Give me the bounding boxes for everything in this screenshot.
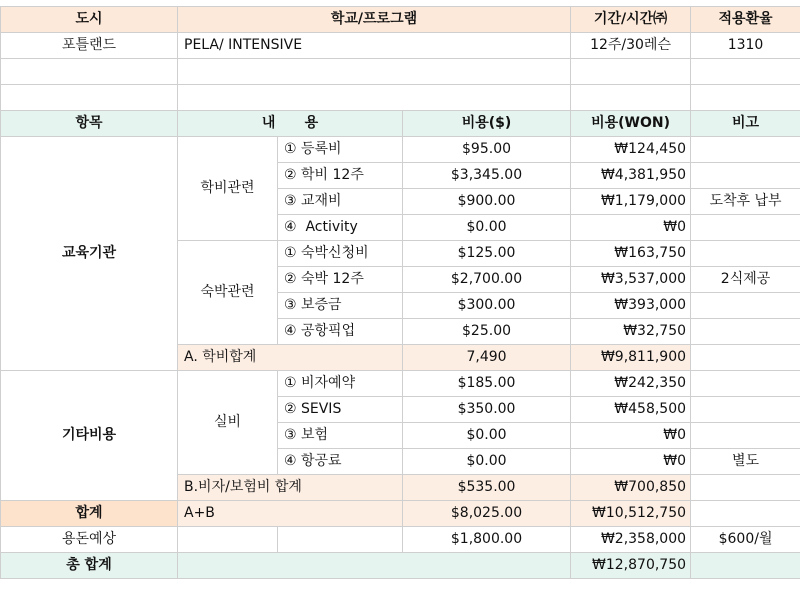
row-label: ④ 공항픽업	[278, 319, 403, 345]
row-usd: $125.00	[403, 241, 571, 267]
row-won: ₩3,537,000	[571, 267, 691, 293]
subtotal-note	[691, 475, 800, 501]
row-label: ② 숙박 12주	[278, 267, 403, 293]
row-note	[691, 371, 800, 397]
allowance-label: 용돈예상	[1, 527, 178, 553]
row-usd: $0.00	[403, 449, 571, 475]
rate-header: 적용환율	[691, 7, 800, 33]
subtotal-won: ₩700,850	[571, 475, 691, 501]
allowance-row	[1, 527, 800, 553]
row-won: ₩458,500	[571, 397, 691, 423]
other-category-label: 기타비용	[1, 371, 178, 501]
allowance-usd: $1,800.00	[403, 527, 571, 553]
table-row	[1, 137, 800, 163]
info-header-row	[1, 7, 800, 33]
sum-row	[1, 501, 800, 527]
row-usd: $3,345.00	[403, 163, 571, 189]
cost-estimate-table	[0, 6, 800, 579]
actual-cost-group-label: 실비	[178, 371, 278, 475]
row-label: ① 비자예약	[278, 371, 403, 397]
row-note	[691, 215, 800, 241]
subtotal-usd: $535.00	[403, 475, 571, 501]
row-won: ₩393,000	[571, 293, 691, 319]
sum-won: ₩10,512,750	[571, 501, 691, 527]
row-usd: $900.00	[403, 189, 571, 215]
school-header: 학교/프로그램	[178, 7, 571, 33]
sum-label: 합계	[1, 501, 178, 527]
row-usd: $350.00	[403, 397, 571, 423]
note-column-header: 비고	[691, 111, 800, 137]
subtotal-won: ₩9,811,900	[571, 345, 691, 371]
city-header: 도시	[1, 7, 178, 33]
row-note	[691, 163, 800, 189]
row-label: ④ Activity	[278, 215, 403, 241]
row-won: ₩0	[571, 423, 691, 449]
won-column-header: 비용(WON)	[571, 111, 691, 137]
row-won: ₩0	[571, 449, 691, 475]
column-header-row	[1, 111, 800, 137]
housing-group-label: 숙박관련	[178, 241, 278, 345]
blank-row	[1, 59, 800, 85]
row-usd: $0.00	[403, 215, 571, 241]
row-note	[691, 241, 800, 267]
item-column-header: 항목	[1, 111, 178, 137]
row-label: ④ 항공료	[278, 449, 403, 475]
row-label: ③ 보증금	[278, 293, 403, 319]
sum-usd: $8,025.00	[403, 501, 571, 527]
row-label: ② 학비 12주	[278, 163, 403, 189]
edu-category-label: 교육기관	[1, 137, 178, 371]
row-note	[691, 423, 800, 449]
table-row	[1, 371, 800, 397]
row-won: ₩32,750	[571, 319, 691, 345]
row-won: ₩4,381,950	[571, 163, 691, 189]
rate-value: 1310	[691, 33, 800, 59]
period-header: 기간/시간㈜	[571, 7, 691, 33]
school-value: PELA/ INTENSIVE	[178, 33, 571, 59]
row-usd: $2,700.00	[403, 267, 571, 293]
subtotal-note	[691, 345, 800, 371]
row-won: ₩242,350	[571, 371, 691, 397]
allowance-note: $600/월	[691, 527, 800, 553]
row-note	[691, 397, 800, 423]
row-won: ₩163,750	[571, 241, 691, 267]
row-won: ₩124,450	[571, 137, 691, 163]
row-note	[691, 293, 800, 319]
row-label: ② SEVIS	[278, 397, 403, 423]
row-usd: $25.00	[403, 319, 571, 345]
row-won: ₩1,179,000	[571, 189, 691, 215]
grand-total-row	[1, 553, 800, 579]
row-usd: $300.00	[403, 293, 571, 319]
content-column-header: 내 용	[178, 111, 403, 137]
row-usd: $0.00	[403, 423, 571, 449]
allowance-won: ₩2,358,000	[571, 527, 691, 553]
row-note: 2식제공	[691, 267, 800, 293]
row-label: ③ 교재비	[278, 189, 403, 215]
row-note: 별도	[691, 449, 800, 475]
sum-formula: A+B	[178, 501, 403, 527]
row-note: 도착후 납부	[691, 189, 800, 215]
row-won: ₩0	[571, 215, 691, 241]
usd-column-header: 비용($)	[403, 111, 571, 137]
row-note	[691, 319, 800, 345]
row-usd: $185.00	[403, 371, 571, 397]
period-value: 12주/30레슨	[571, 33, 691, 59]
subtotal-usd: 7,490	[403, 345, 571, 371]
row-label: ① 등록비	[278, 137, 403, 163]
subtotal-label: A. 학비합계	[178, 345, 403, 371]
tuition-group-label: 학비관련	[178, 137, 278, 241]
grand-total-label: 총 합계	[1, 553, 178, 579]
grand-total-won: ₩12,870,750	[571, 553, 691, 579]
row-label: ③ 보험	[278, 423, 403, 449]
blank-row	[1, 85, 800, 111]
row-note	[691, 137, 800, 163]
row-usd: $95.00	[403, 137, 571, 163]
info-row	[1, 33, 800, 59]
sum-note	[691, 501, 800, 527]
subtotal-label: B.비자/보험비 합계	[178, 475, 403, 501]
city-value: 포틀랜드	[1, 33, 178, 59]
row-label: ① 숙박신청비	[278, 241, 403, 267]
